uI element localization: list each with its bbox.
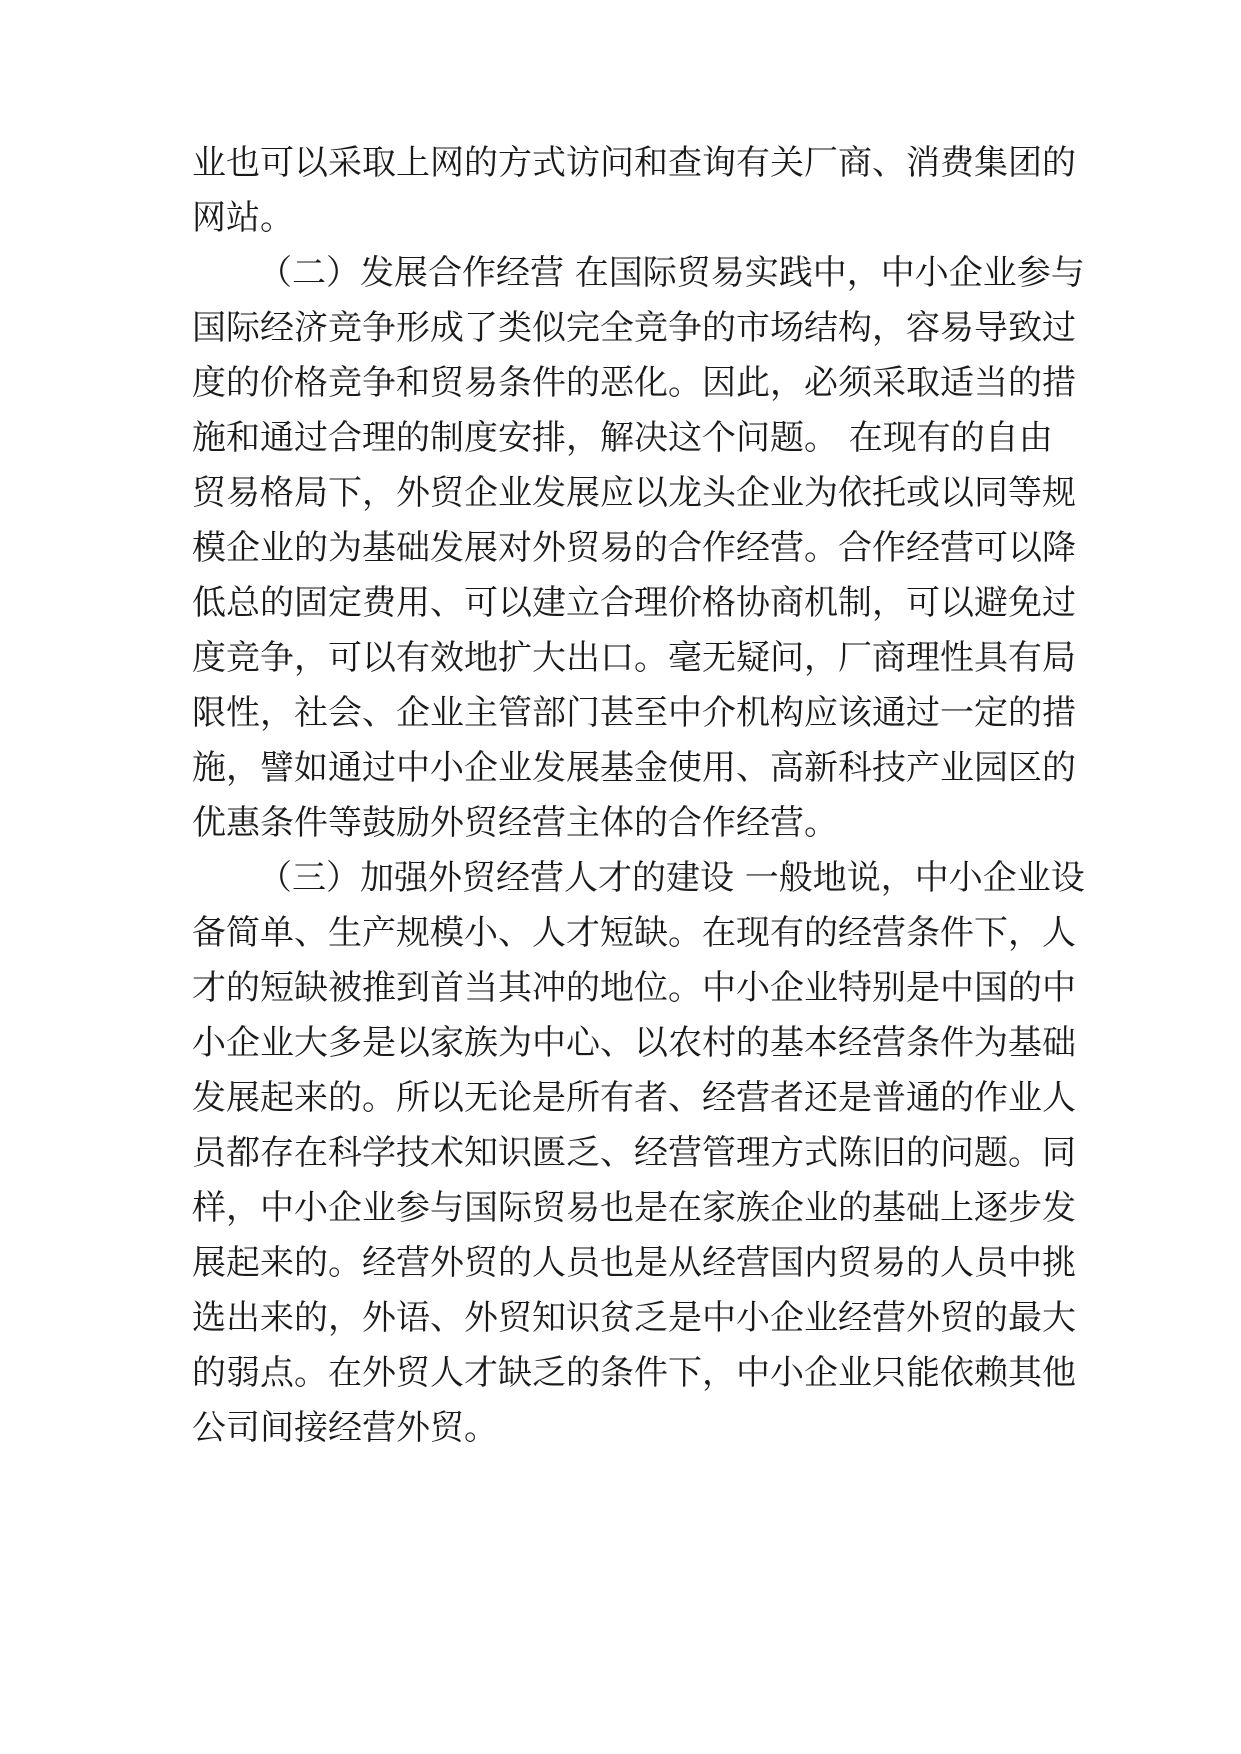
text-line: 备简单、生产规模小、人才短缺。在现有的经营条件下，人: [192, 913, 1076, 953]
text-line: 贸易格局下，外贸企业发展应以龙头企业为依托或以同等规: [192, 473, 1076, 513]
text-line: 度的价格竞争和贸易条件的恶化。因此，必须采取适当的措: [192, 363, 1076, 403]
text-line: 小企业大多是以家族为中心、以农村的基本经营条件为基础: [192, 1023, 1076, 1063]
text-line: 度竞争，可以有效地扩大出口。毫无疑问，厂商理性具有局: [192, 638, 1076, 678]
text-line: 国际经济竞争形成了类似完全竞争的市场结构，容易导致过: [192, 308, 1076, 348]
section-heading-line: （三）加强外贸经营人才的建设 一般地说，中小企业设: [258, 858, 1085, 898]
text-line: 模企业的为基础发展对外贸易的合作经营。合作经营可以降: [192, 528, 1076, 568]
text-line: 优惠条件等鼓励外贸经营主体的合作经营。: [192, 803, 838, 843]
text-line: 施和通过合理的制度安排，解决这个问题。 在现有的自由: [192, 418, 1053, 458]
section-heading-line: （二）发展合作经营 在国际贸易实践中，中小企业参与: [258, 253, 1085, 293]
text-line: 业也可以采取上网的方式访问和查询有关厂商、消费集团的: [192, 143, 1076, 183]
text-line: 样，中小企业参与国际贸易也是在家族企业的基础上逐步发: [192, 1188, 1076, 1228]
text-line: 公司间接经营外贸。: [192, 1408, 498, 1448]
text-line: 低总的固定费用、可以建立合理价格协商机制，可以避免过: [192, 583, 1076, 623]
text-line: 限性，社会、企业主管部门甚至中介机构应该通过一定的措: [192, 693, 1076, 733]
text-line: 才的短缺被推到首当其冲的地位。中小企业特别是中国的中: [192, 968, 1076, 1008]
text-line: 施，譬如通过中小企业发展基金使用、高新科技产业园区的: [192, 748, 1076, 788]
text-line: 网站。: [192, 198, 294, 238]
text-line: 展起来的。经营外贸的人员也是从经营国内贸易的人员中挑: [192, 1243, 1076, 1283]
text-line: 选出来的，外语、外贸知识贫乏是中小企业经营外贸的最大: [192, 1298, 1076, 1338]
text-line: 发展起来的。所以无论是所有者、经营者还是普通的作业人: [192, 1078, 1076, 1118]
text-line: 的弱点。在外贸人才缺乏的条件下，中小企业只能依赖其他: [192, 1353, 1076, 1393]
text-line: 员都存在科学技术知识匮乏、经营管理方式陈旧的问题。同: [192, 1133, 1076, 1173]
